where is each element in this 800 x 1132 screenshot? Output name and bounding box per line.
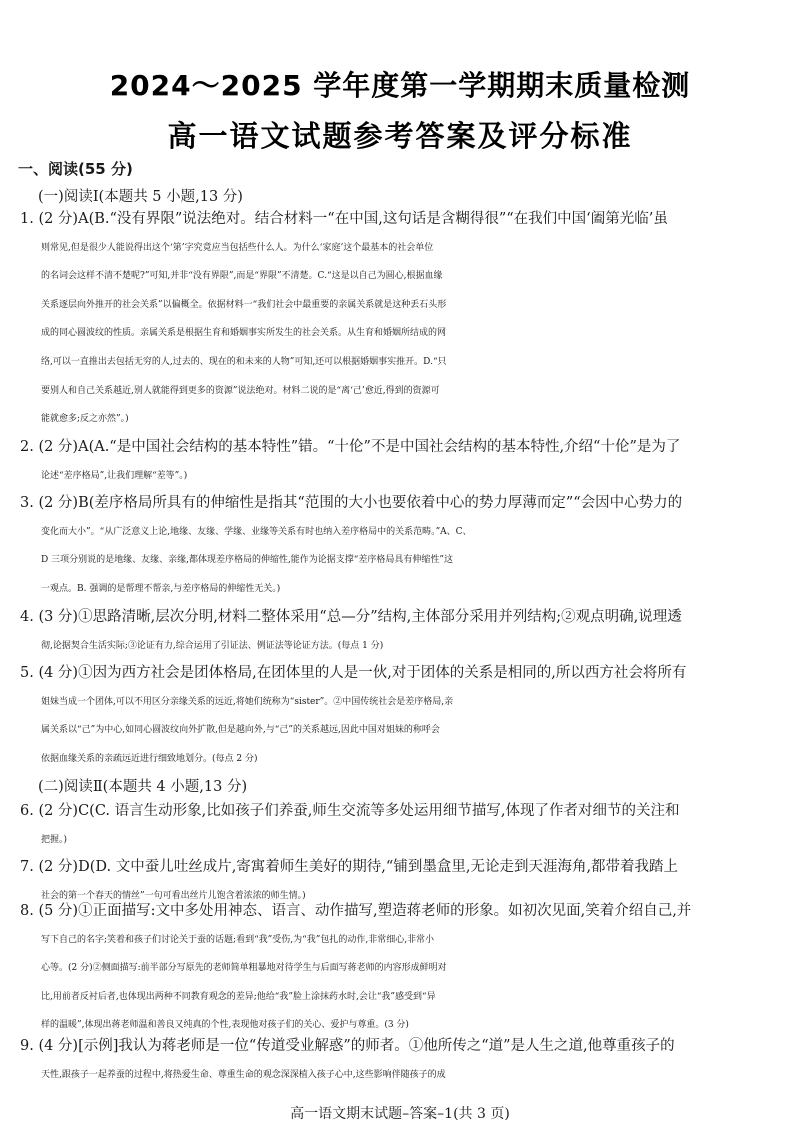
answer-line: 7. (2 分)D(D. 文中蚕儿吐丝成片,寄寓着师生美好的期待,“铺到墨盒里,无论走到天涯海角,都带着我踏上 xyxy=(20,859,679,875)
subsection-heading-reading-1: (一)阅读Ⅰ(本题共 5 小题,13 分) xyxy=(38,189,243,205)
answer-line: 4. (3 分)①思路清晰,层次分明,材料二整体采用“总—分”结构,主体部分采用并列结构;②观点明确,说理透 xyxy=(20,609,682,625)
answer-line: 的名词会这样不清不楚呢?”可知,并非“没有界限”,而是“界限”不清楚。C.“这是以自己为圆心,根据血缘 xyxy=(41,271,443,282)
document-subtitle: 高一语文试题参考答案及评分标准 xyxy=(167,119,633,153)
answer-line: D 三项分别说的是地缘、友缘、亲缘,都体现差序格局的伸缩性,能作为论据支撑“差序格局具有伸缩性”这 xyxy=(41,555,454,566)
answer-line: 社会的第一个春天的情丝”一句可看出丝片儿饱含着浓浓的师生情。) xyxy=(41,890,306,901)
answer-item-1 xyxy=(20,205,782,434)
answer-line: 则常见,但是很少人能说得出这个‘第’字究竟应当包括些什么人。为什么‘家庭’这个最基本的社会单位 xyxy=(41,242,434,253)
answer-line: 3. (2 分)B(差序格局所具有的伸缩性是指其“范围的大小也要依着中心的势力厚薄而定”“会因中心势力的 xyxy=(20,495,683,511)
answer-item-2 xyxy=(20,433,782,490)
answer-line: 姐妹当成一个团体,可以不用区分亲缘关系的远近,将她们统称为“sister”。②中国传统社会是差序格局,亲 xyxy=(41,696,454,707)
answer-line: 1. (2 分)A(B.“没有界限”说法绝对。结合材料一“在中国,这句话是含糊得很”“在我们中国‘阖第光临’虽 xyxy=(20,211,668,227)
answer-line: 彻,论据契合生活实际;③论证有力,综合运用了引证法、例证法等论证方法。(每点 1 分) xyxy=(41,640,384,651)
answer-line: 成的同心圆波纹的性质。亲属关系是根据生育和婚姻事实所发生的社会关系。从生育和婚姻所结成的网 xyxy=(41,328,447,339)
subsection-heading-reading-2: (二)阅读Ⅱ(本题共 4 小题,13 分) xyxy=(38,779,248,795)
answer-line: 写下自己的名字;笑着和孩子们讨论关于蚕的话题;看到“我”受伤,为“我”包扎的动作,非常细心,非常小 xyxy=(41,934,435,945)
answer-line: 6. (2 分)C(C. 语言生动形象,比如孩子们养蚕,师生交流等多处运用细节描写,体现了作者对细节的关注和 xyxy=(20,803,680,819)
answer-line: 5. (4 分)①因为西方社会是团体格局,在团体里的人是一伙,对于团体的关系是相同的,所以西方社会将所有 xyxy=(20,665,687,681)
answer-line: 比,用前者反衬后者,也体现出两种不同教育观念的差异;他给“我”脸上涂抹药水时,会让“我”感受到“异 xyxy=(41,991,436,1002)
answer-line: 变化而大小”。“从广泛意义上论,地缘、友缘、学缘、业缘等关系有时也纳入差序格局中的关系范畴。”A、C、 xyxy=(41,526,472,537)
answer-item-4 xyxy=(20,603,782,660)
exam-title: 2024～2025 学年度第一学期期末质量检测 xyxy=(109,69,691,102)
answer-line: 天性,跟孩子一起养蚕的过程中,将热爱生命、尊重生命的观念深深植入孩子心中,这些影响伴随孩子的成 xyxy=(41,1069,446,1080)
answer-item-5 xyxy=(20,659,782,773)
answer-item-6 xyxy=(20,797,782,854)
answer-item-8 xyxy=(20,897,782,1040)
page-footer: 高一语文期末试题–答案–1(共 3 页) xyxy=(290,1106,510,1122)
answer-item-3 xyxy=(20,489,782,603)
answer-line: 2. (2 分)A(A.“是中国社会结构的基本特性”错。“十伦”不是中国社会结构的基本特性,介绍“十伦”是为了 xyxy=(20,439,681,455)
answer-line: 依据血缘关系的亲疏远近进行细致地划分。(每点 2 分) xyxy=(41,753,258,764)
answer-item-9 xyxy=(20,1032,782,1089)
answer-line: 样的温暖”,体现出蒋老师温和善良又纯真的个性,表现他对孩子们的关心、爱护与尊重。(3 分) xyxy=(41,1020,409,1031)
answer-line: 心等。(2 分)②侧面描写:前半部分写原先的老师简单粗暴地对待学生与后面写蒋老师的内容形成鲜明对 xyxy=(41,963,447,974)
answer-line: 关系逐层向外推开的社会关系”以偏概全。依据材料一“我们社会中最重要的亲属关系就是这种丢石头形 xyxy=(41,299,447,310)
section-heading-reading: 一、阅读(55 分) xyxy=(18,160,133,178)
answer-line: 一观点。B. 强调的是帮理不帮亲,与差序格局的伸缩性无关。) xyxy=(41,583,281,594)
answer-line: 9. (4 分)[示例]我认为蒋老师是一位“传道受业解惑”的师者。①他所传之“道”是人生之道,他尊重孩子的 xyxy=(20,1038,675,1054)
answer-line: 能就愈多;反之亦然”。) xyxy=(41,414,129,425)
answer-line: 8. (5 分)①正面描写:文中多处用神态、语言、动作描写,塑造蒋老师的形象。如初次见面,笑着介绍自己,并 xyxy=(20,903,692,919)
answer-line: 络,可以一直推出去包括无穷的人,过去的、现在的和未来的人物”可知,还可以根据婚姻事实推开。D.“只 xyxy=(41,356,447,367)
answer-line: 论述“差序格局”,让我们理解“差等”。) xyxy=(41,470,188,481)
answer-line: 把握。) xyxy=(41,834,68,845)
answer-line: 属关系以“己”为中心,如同心圆波纹向外扩散,但是越向外,与“己”的关系越远,因此中国对姐妹的称呼会 xyxy=(41,725,440,736)
answer-line: 要别人和自己关系越近,别人就能得到更多的资源”说法绝对。材料二说的是“离‘己’愈近,得到的资源可 xyxy=(41,385,440,396)
